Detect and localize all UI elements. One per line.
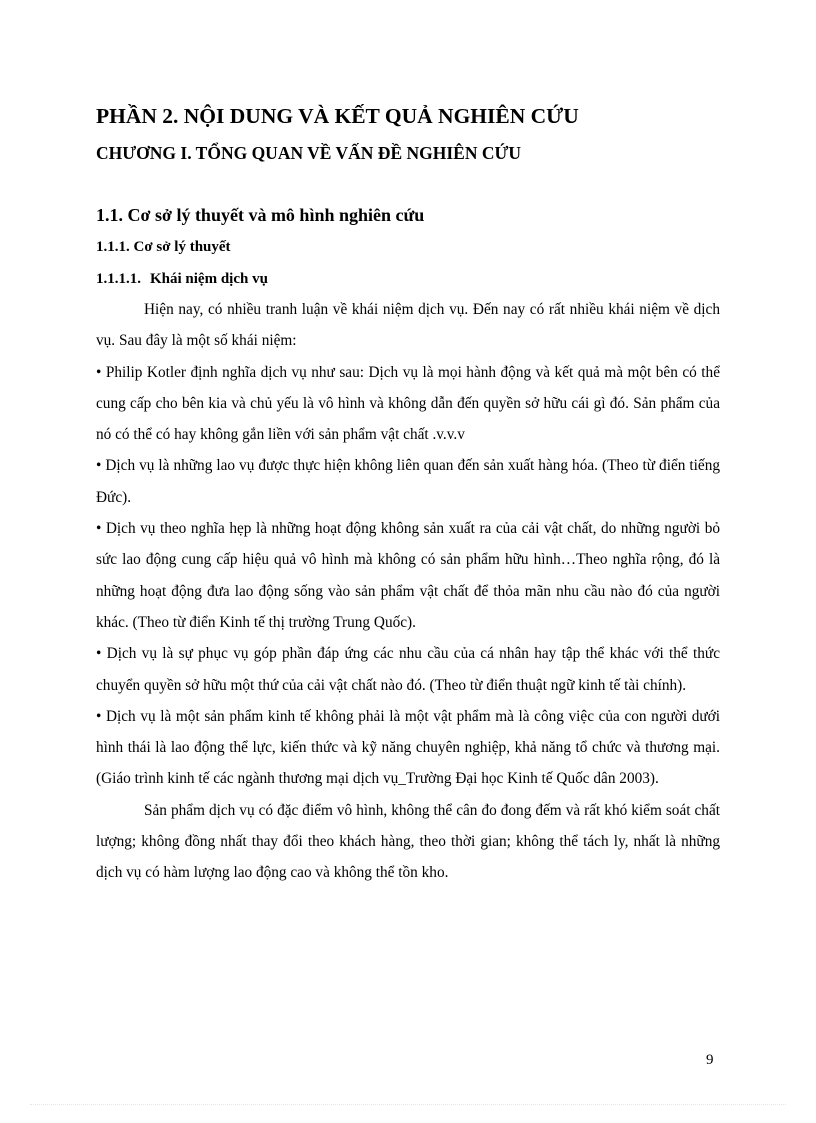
bullet-paragraph: • Dịch vụ theo nghĩa hẹp là những hoạt động không sản xuất ra của cải vật chất, do những người bỏ sức lao động cung cấp hiệu quả vô hình mà không có sản phẩm hữu hình…Theo nghĩa rộng, đó là những hoạt động đưa lao động sống vào sản phẩm vật chất để thỏa mãn nhu cầu nào đó của người khác. (Theo từ điển Kinh tế thị trường Trung Quốc). bbox=[96, 520, 720, 631]
bullet-paragraph: • Philip Kotler định nghĩa dịch vụ như sau: Dịch vụ là mọi hành động và kết quả mà một bên có thể cung cấp cho bên kia và chủ yếu là vô hình và không dẫn đến quyền sở hữu cái gì đó. Sản phẩm của nó có thể có hay không gắn liền với sản phẩm vật chất .v.v.v bbox=[96, 363, 720, 444]
bullet-paragraph: • Dịch vụ là những lao vụ được thực hiện không liên quan đến sản xuất hàng hóa. (Theo từ điển tiếng Đức). bbox=[96, 457, 720, 506]
closing-paragraph: Sản phẩm dịch vụ có đặc điểm vô hình, không thể cân đo đong đếm và rất khó kiểm soát chất lượng; không đồng nhất thay đổi theo khách hàng, theo thời gian; không thể tách ly, nhất là những dịch vụ có hàm lượng lao động cao và không thể tồn kho. bbox=[96, 801, 720, 882]
section-heading-1-1: 1.1. Cơ sở lý thuyết và mô hình nghiên cứu bbox=[96, 205, 425, 225]
bullet-paragraph: • Dịch vụ là sự phục vụ góp phần đáp ứng các nhu cầu của cá nhân hay tập thể khác với thể thức chuyển quyền sở hữu một thứ của cải vật chất nào đó. (Theo từ điển thuật ngữ kinh tế tài chính). bbox=[96, 645, 720, 694]
intro-paragraph: Hiện nay, có nhiều tranh luận về khái niệm dịch vụ. Đến nay có rất nhiều khái niệm về dịch vụ. Sau đây là một số khái niệm: bbox=[96, 301, 720, 350]
section-number: 1.1.1.1. bbox=[96, 271, 141, 287]
section-title: Khái niệm dịch vụ bbox=[150, 271, 268, 287]
chapter-title: CHƯƠNG I. TỔNG QUAN VỀ VẤN ĐỀ NGHIÊN CỨU bbox=[96, 143, 522, 163]
section-heading-1-1-1-1 bbox=[96, 264, 720, 294]
section-heading-1-1-1: 1.1.1. Cơ sở lý thuyết bbox=[96, 239, 231, 255]
page-content bbox=[96, 100, 720, 889]
page-bottom-divider bbox=[30, 1104, 786, 1105]
part-title: PHẦN 2. NỘI DUNG VÀ KẾT QUẢ NGHIÊN CỨU bbox=[96, 104, 579, 128]
page-number: 9 bbox=[706, 1052, 714, 1068]
bullet-paragraph: • Dịch vụ là một sản phẩm kinh tế không phải là một vật phẩm mà là công việc của con người dưới hình thái là lao động thể lực, kiến thức và kỹ năng chuyên nghiệp, khả năng tổ chức và thương mại.(Giáo trình kinh tế các ngành thương mại dịch vụ_Trường Đại học Kinh tế Quốc dân 2003). bbox=[96, 707, 720, 788]
